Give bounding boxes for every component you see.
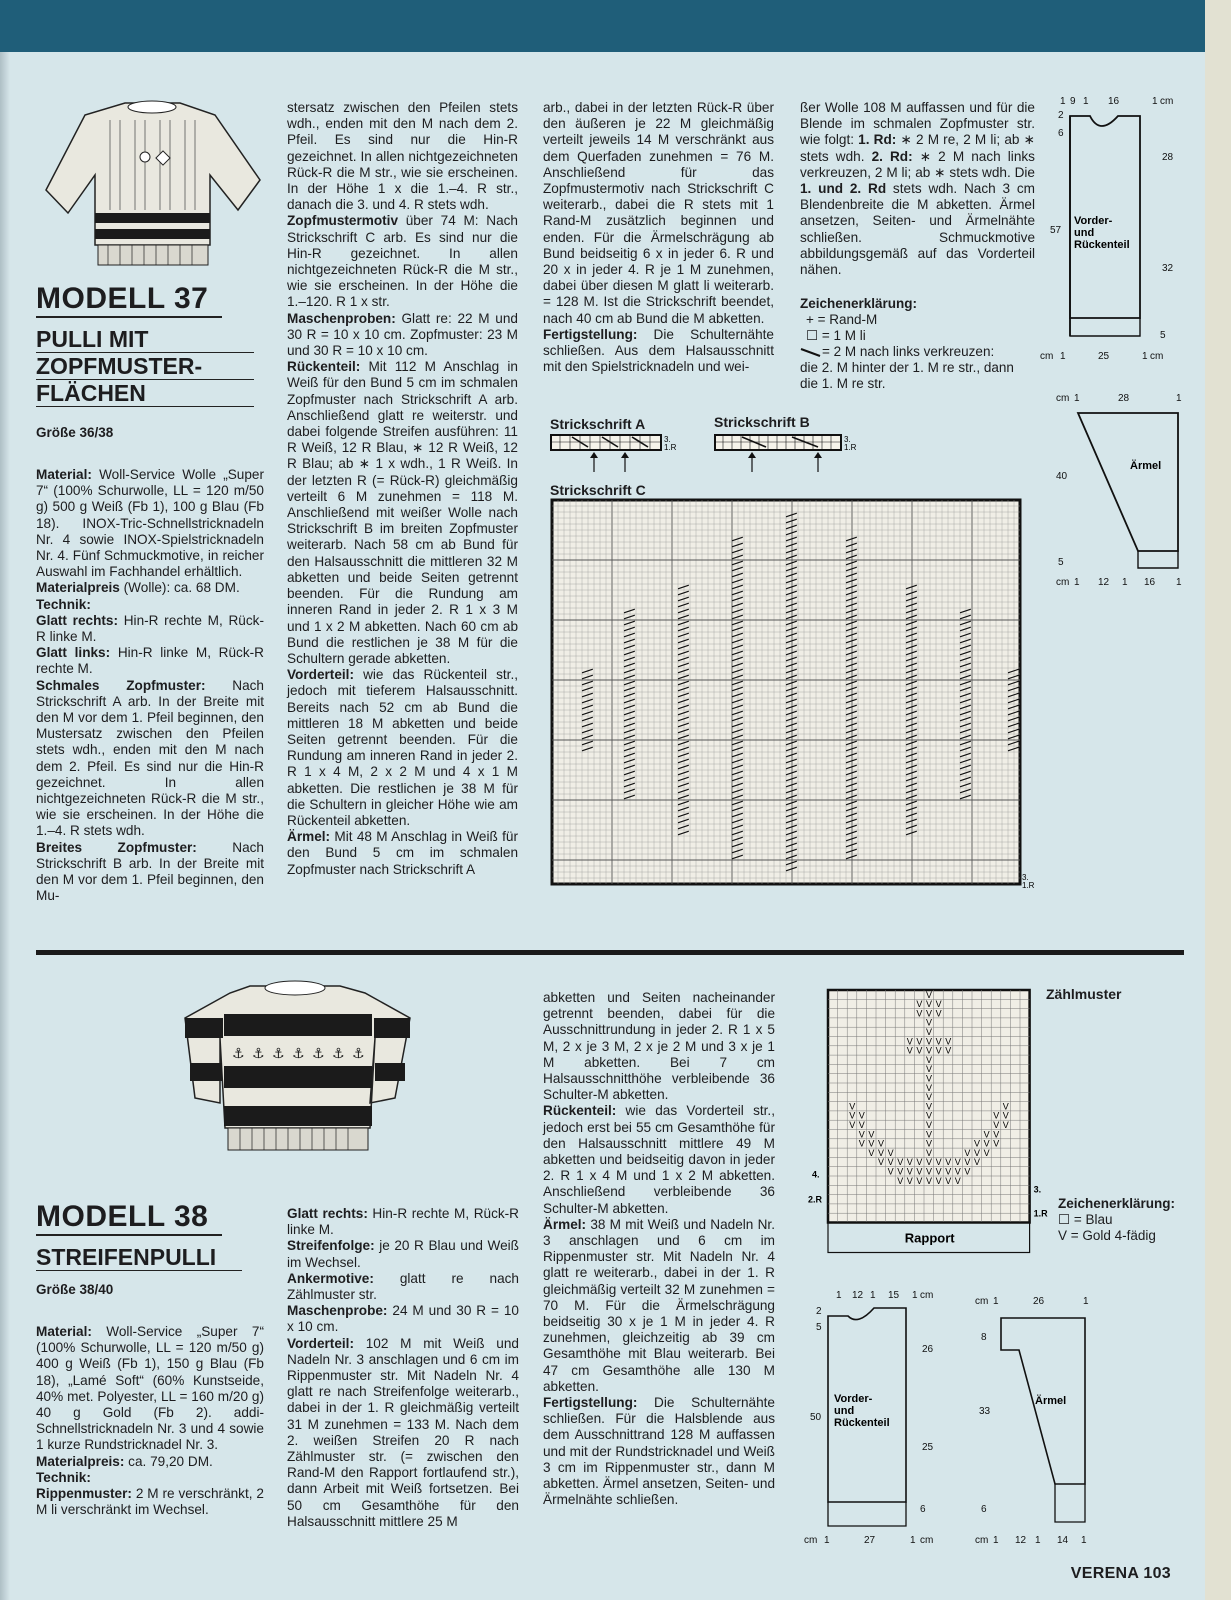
subtitle-line: PULLI MIT <box>36 326 254 353</box>
svg-text:12: 12 <box>1098 577 1110 588</box>
svg-text:1: 1 <box>910 1535 916 1546</box>
gold-stitch: V <box>849 1120 856 1130</box>
chart-c-title: Strickschrift C <box>550 482 646 498</box>
svg-text:1: 1 <box>1074 577 1080 588</box>
chart-c <box>550 498 1050 903</box>
svg-text:1: 1 <box>870 1290 876 1301</box>
paragraph: Fertigstellung: Die Schulternähte schließen. Aus dem Halsausschnitt mit den Spielstricknadeln und wei- <box>543 326 774 375</box>
gold-stitch: V <box>916 1166 923 1177</box>
paragraph: stersatz zwischen den Pfeilen stets wdh., enden mit den M nach dem 2. Pfeil. Es sind nur die Hin-R gezeichnet. In allen nichtgezeichneten Rück-R die M str., wie sie erscheinen. In der Höhe 1 x die 1.–4. R str., danach die 3. und 4. R stets wdh. <box>287 100 518 213</box>
legend-item-cross: = 2 M nach links verkreuzen: <box>800 344 1040 360</box>
model-37-title: MODELL 37 <box>36 282 222 318</box>
count-chart-title: Zählmuster <box>1046 986 1122 1002</box>
legend-title: Zeichenerklärung: <box>800 296 918 311</box>
gold-stitch: V <box>868 1138 875 1149</box>
svg-text:1: 1 <box>1083 1296 1089 1307</box>
svg-text:3.: 3. <box>1022 873 1029 882</box>
svg-text:1: 1 <box>1152 96 1158 107</box>
svg-text:28: 28 <box>1118 393 1130 404</box>
svg-text:14: 14 <box>1057 1535 1069 1546</box>
gold-stitch: V <box>887 1166 894 1177</box>
svg-text:1: 1 <box>993 1296 999 1307</box>
gold-stitch: V <box>916 1045 923 1056</box>
svg-text:25: 25 <box>1098 351 1110 362</box>
svg-text:1: 1 <box>1142 351 1148 362</box>
schematic-body-38 <box>804 1290 970 1555</box>
gold-stitch: V <box>935 1166 942 1177</box>
cross-symbol-icon <box>800 347 822 357</box>
svg-text:cm: cm <box>1056 577 1070 588</box>
gold-stitch: V <box>878 1138 885 1149</box>
paragraph: Ärmel: 38 M mit Weiß und Nadeln Nr. 3 anschlagen und 6 cm im Rippenmuster str. Mit Nadeln Nr. 4 glatt re weiterarb., dabei in der 1. R gleichmäßig verteilt 32 M zunehmen = 70 M. Für die Ärmelschrägung beidseitig 30 x je 1 M in jeder 4. R zunehmen, gleichzeitig ab 39 cm Gesamthöhe mit Blau weiterarb. Bei 47 cm Gesamthöhe alle 130 M abketten. <box>543 1216 775 1394</box>
gold-stitch: V <box>1002 1110 1009 1121</box>
legend-title: Zeichenerklärung: <box>1058 1196 1176 1211</box>
paragraph: Glatt rechts: Hin-R rechte M, Rück-R linke M. <box>36 612 264 645</box>
model-37-column-3 <box>543 100 774 375</box>
svg-text:3.: 3. <box>664 435 671 444</box>
paragraph: Schmales Zopfmuster: Nach Strickschrift A arb. In der Breite mit den M vor dem 1. Pfeil beginnen, den Mustersatz zwischen den Pfeilen stets wdh., enden mit den M nach dem 2. Pfeil. Es sind nur die Hin-R gezeichnet. In allen nichtgezeichneten Rück-R die M str., wie sie erscheinen. In der Höhe die 1.–4. R stets wdh. <box>36 677 264 839</box>
gold-stitch: V <box>878 1157 885 1168</box>
model-38-size: Größe 38/40 <box>36 1282 114 1297</box>
gold-stitch: V <box>926 989 933 1000</box>
gold-stitch: V <box>935 1045 942 1056</box>
svg-text:57: 57 <box>1050 225 1062 236</box>
svg-text:2: 2 <box>1058 110 1064 121</box>
gold-stitch: V <box>926 1166 933 1177</box>
gold-stitch: V <box>926 1110 933 1121</box>
paragraph: Glatt links: Hin-R linke M, Rück-R rechte M. <box>36 645 264 677</box>
gold-stitch: V <box>858 1129 865 1140</box>
svg-text:1: 1 <box>912 1290 918 1301</box>
gold-stitch: V <box>926 999 933 1010</box>
legend-item-gold: V = Gold 4-fädig <box>1058 1228 1156 1243</box>
svg-text:⚓: ⚓ <box>272 1046 285 1062</box>
paragraph: Glatt rechts: Hin-R rechte M, Rück-R linke M. <box>287 1206 520 1238</box>
svg-text:28: 28 <box>1162 152 1174 163</box>
svg-text:cm: cm <box>975 1535 989 1546</box>
chart-b-title: Strickschrift B <box>714 414 810 430</box>
model-37-column-2 <box>287 100 518 878</box>
svg-text:und: und <box>1074 227 1095 239</box>
gold-stitch: V <box>935 1008 942 1019</box>
paragraph: Breites Zopfmuster: Nach Strickschrift B arb. In der Breite mit den M vor dem 1. Pfeil beginnen, den Mu- <box>36 839 264 904</box>
gold-stitch: V <box>945 1036 952 1047</box>
svg-text:Ärmel: Ärmel <box>1130 460 1162 472</box>
svg-text:⚓: ⚓ <box>312 1046 325 1062</box>
gold-stitch: V <box>916 1036 923 1047</box>
svg-text:cm: cm <box>1056 393 1070 404</box>
gold-stitch: V <box>935 1175 942 1186</box>
page-edge <box>1205 0 1231 1600</box>
svg-text:1: 1 <box>1176 577 1182 588</box>
svg-text:12: 12 <box>1015 1535 1027 1546</box>
gold-stitch: V <box>916 999 923 1010</box>
subtitle-line: ZOPFMUSTER- <box>36 353 254 380</box>
paragraph: abketten und Seiten nacheinander getrennt beenden, dabei für die Ausschnittrundung in jeder 2. R 1 x 5 M, 2 x je 3 M, 2 x je 2 M und 3 x je 1 M abketten. Bei 7 cm Halsausschnitthöhe verbleibende 36 Schulter-M abketten. <box>543 990 775 1103</box>
svg-text:1: 1 <box>836 1290 842 1301</box>
paragraph: Streifenfolge: je 20 R Blau und Weiß im Wechsel. <box>287 1238 519 1270</box>
legend-item-rand: + = Rand-M <box>806 312 878 327</box>
gold-stitch: V <box>993 1120 1000 1130</box>
subtitle-line: FLÄCHEN <box>36 380 254 407</box>
gold-stitch: V <box>945 1157 952 1168</box>
svg-text:1: 1 <box>1083 96 1089 107</box>
paragraph: Materialpreis: ca. 79,20 DM. <box>36 1453 213 1469</box>
gold-stitch: V <box>983 1138 990 1149</box>
gold-stitch: V <box>878 1147 885 1158</box>
gold-stitch: V <box>993 1138 1000 1149</box>
svg-text:1.R: 1.R <box>664 443 677 452</box>
paragraph: arb., dabei in der letzten Rück-R über den äußeren je 22 M gleichmäßig verteilt jeweils 14 M verschränkt aus dem Querfaden zunehmen = 76 M. Anschließend für das Zopfmustermotiv nach Strickschrift C weiterarb., dabei die R stets mit 1 Rand-M zusätzlich beginnen und enden. Für die Ärmelschrägung ab Bund beidseitig 6 x in jeder 6. R und 20 x in jeder 4. R je 1 M zunehmen, dabei über diesen M glatt li weiterarb. = 128 M. Ist die Strickschrift beendet, nach 40 cm ab Bund die M abketten. <box>543 100 774 326</box>
svg-text:6: 6 <box>920 1504 926 1515</box>
svg-text:cm: cm <box>975 1296 989 1307</box>
gold-stitch: V <box>935 999 942 1010</box>
count-chart <box>808 986 1048 1271</box>
svg-text:2.R: 2.R <box>808 1194 823 1205</box>
schematic-sleeve-37 <box>1050 393 1200 593</box>
gold-stitch: V <box>916 1175 923 1186</box>
paragraph: 1. Rd: ∗ 2 M re, 2 M li; ab ∗ stets wdh. <box>800 132 1036 164</box>
svg-text:16: 16 <box>1108 96 1120 107</box>
gold-stitch: V <box>926 1036 933 1047</box>
svg-text:⚓: ⚓ <box>332 1046 345 1062</box>
gold-stitch: V <box>983 1129 990 1140</box>
gold-stitch: V <box>926 1092 933 1103</box>
page-footer: VERENA 103 <box>1070 1565 1171 1582</box>
gold-stitch: V <box>935 1157 942 1168</box>
gold-stitch: V <box>974 1138 981 1149</box>
svg-text:⚓: ⚓ <box>292 1046 305 1062</box>
sweater-illustration-38 <box>180 978 420 1168</box>
svg-text:27: 27 <box>864 1535 876 1546</box>
gold-stitch: V <box>926 1045 933 1056</box>
svg-text:⚓: ⚓ <box>252 1046 265 1062</box>
gold-stitch: V <box>887 1147 894 1158</box>
svg-text:12: 12 <box>852 1290 864 1301</box>
svg-text:1: 1 <box>1176 393 1182 404</box>
svg-text:5: 5 <box>1058 557 1064 568</box>
gold-stitch: V <box>926 1101 933 1112</box>
svg-text:5: 5 <box>816 1322 822 1333</box>
paragraph: Zopfmustermotiv über 74 M: Nach Strickschrift C arb. Es sind nur die Hin-R gezeichnet. In allen nichtgezeichneten Rück-R die M str., wie sie erscheinen. In der Höhe die 1.–120. R 1 x str. <box>287 213 518 310</box>
model-37-size: Größe 36/38 <box>36 425 114 440</box>
legend-item-blue: ☐ = Blau <box>1058 1212 1113 1227</box>
svg-text:1: 1 <box>1035 1535 1041 1546</box>
svg-text:⚓: ⚓ <box>352 1046 365 1062</box>
svg-text:50: 50 <box>810 1412 822 1423</box>
legend-item-li: ☐ = 1 M li <box>806 328 866 343</box>
gold-stitch: V <box>926 1175 933 1186</box>
gold-stitch: V <box>935 1036 942 1047</box>
gold-stitch: V <box>916 1157 923 1168</box>
paragraph: Fertigstellung: Die Schulternähte schließen. Für die Halsblende aus dem Ausschnittrand 128 M auffassen und mit der Rundstricknadel und Weiß 3 cm im Rippenmuster str., dann M abketten. Ärmel ansetzen, Seiten- und Ärmelnähte schließen. <box>543 1395 775 1508</box>
schematic-body-37 <box>1040 96 1200 371</box>
gold-stitch: V <box>1002 1101 1009 1112</box>
gold-stitch: V <box>964 1147 971 1158</box>
paragraph: Vorderteil: wie das Rückenteil str., jedoch mit tieferem Halsausschnitt. Bereits nach 52 cm ab Bund die mittleren 18 M abketten und beide Seiten getrennt beenden. Für die Rundung am inneren Rand in jeder 2. R 1 x 4 M, 2 x 2 M und 4 x 1 M abketten. Die restlichen je 38 M für die Schultern in gleicher Höhe wie am Rückenteil abketten. <box>287 667 518 828</box>
svg-text:cm: cm <box>1160 96 1174 107</box>
gold-stitch: V <box>926 1147 933 1158</box>
gold-stitch: V <box>926 1073 933 1084</box>
svg-text:40: 40 <box>1056 471 1068 482</box>
gold-stitch: V <box>897 1157 904 1168</box>
svg-text:3.: 3. <box>1033 1184 1042 1195</box>
paragraph: Vorderteil: 102 M mit Weiß und Nadeln Nr. 3 anschlagen und 6 cm im Rippenmuster str. Mit Nadeln Nr. 4 glatt re nach Streifenfolge weiterarb., dabei in der 1. R gleichmäßig verteilt 31 M zunehmen = 133 M. Nach dem 2. weißen Streifen 20 R nach Zählmuster str. (= zwischen den Rand-M den Rapport fortlaufend str.), dann Arbeit mit Weiß fortsetzen. Bei 50 cm Gesamthöhe für den Halsausschnitt mittlere 25 M <box>287 1335 519 1529</box>
model-38-title: MODELL 38 <box>36 1200 222 1236</box>
gold-stitch: V <box>858 1138 865 1149</box>
svg-text:und: und <box>834 1405 855 1417</box>
model-38-legend <box>1058 1196 1198 1244</box>
gold-stitch: V <box>926 1138 933 1149</box>
gold-stitch: V <box>858 1110 865 1121</box>
gold-stitch: V <box>926 1064 933 1075</box>
schematic-sleeve-38 <box>975 1296 1105 1546</box>
gold-stitch: V <box>964 1166 971 1177</box>
model-37-legend <box>800 296 1040 392</box>
svg-text:1: 1 <box>1060 351 1066 362</box>
gold-stitch: V <box>906 1045 913 1056</box>
gold-stitch: V <box>926 1017 933 1028</box>
svg-text:1: 1 <box>824 1535 830 1546</box>
svg-text:cm: cm <box>920 1290 934 1301</box>
chart-b <box>714 432 864 477</box>
legend-item-cross-detail: die 1. M re str. <box>800 376 886 391</box>
svg-text:1: 1 <box>1074 393 1080 404</box>
paragraph: Ankermotive: glatt re nach Zählmuster str. <box>287 1270 519 1303</box>
gold-stitch: V <box>983 1147 990 1158</box>
svg-text:5: 5 <box>1160 330 1166 341</box>
paragraph: Rippenmuster: 2 M re verschränkt, 2 M li verschränkt im Wechsel. <box>36 1486 264 1518</box>
model-38-column-2 <box>287 1206 519 1530</box>
paragraph: Material: Woll-Service Wolle „Super 7“ (100% Schurwolle, LL = 120 m/50 g) 500 g Weiß (Fb 1), 100 g Blau (Fb 18). INOX-Tric-Schnellstricknadeln Nr. 4 sowie INOX-Spielstricknadeln Nr. 4. Fünf Schmuckmotive, in reicher Auswahl im Fachhandel erhältlich. <box>36 467 264 580</box>
svg-text:33: 33 <box>979 1406 991 1417</box>
gold-stitch: V <box>945 1166 952 1177</box>
svg-text:32: 32 <box>1162 263 1174 274</box>
gold-stitch: V <box>858 1120 865 1130</box>
gold-stitch: V <box>954 1175 961 1186</box>
model-37-column-1 <box>36 467 264 904</box>
svg-text:3.: 3. <box>844 435 851 444</box>
gold-stitch: V <box>945 1175 952 1186</box>
model-37-subtitle <box>36 326 254 407</box>
sweater-illustration-37 <box>40 95 270 280</box>
paragraph: Technik: <box>36 1469 91 1485</box>
gold-stitch: V <box>906 1036 913 1047</box>
svg-text:1: 1 <box>1122 577 1128 588</box>
gold-stitch: V <box>926 1008 933 1019</box>
paragraph: 2. Rd: ∗ 2 M nach links verkreuzen, 2 M li; ab ∗ stets wdh. Die <box>800 148 1035 180</box>
rapport-label: Rapport <box>904 1230 955 1246</box>
model-37-column-4 <box>800 100 1035 278</box>
legend-item-cross-detail: die 2. M hinter der 1. M re str., dann <box>800 360 1014 375</box>
svg-text:26: 26 <box>922 1344 934 1355</box>
gold-stitch: V <box>849 1101 856 1112</box>
svg-text:6: 6 <box>1058 128 1064 139</box>
svg-text:4.: 4. <box>812 1169 820 1180</box>
gold-stitch: V <box>993 1129 1000 1140</box>
svg-text:Vorder-: Vorder- <box>1074 215 1113 227</box>
svg-text:cm: cm <box>1040 351 1054 362</box>
svg-text:Vorder-: Vorder- <box>834 1393 873 1405</box>
svg-text:6: 6 <box>981 1504 987 1515</box>
svg-text:9: 9 <box>1070 96 1076 107</box>
svg-text:Rückenteil: Rückenteil <box>1074 239 1130 251</box>
svg-text:Ärmel: Ärmel <box>1035 1395 1067 1407</box>
paragraph: Technik: <box>36 596 91 612</box>
svg-text:8: 8 <box>981 1332 987 1343</box>
svg-text:26: 26 <box>1033 1296 1045 1307</box>
gold-stitch: V <box>954 1157 961 1168</box>
svg-text:15: 15 <box>888 1290 900 1301</box>
svg-text:Rückenteil: Rückenteil <box>834 1417 890 1429</box>
gold-stitch: V <box>897 1166 904 1177</box>
svg-text:25: 25 <box>922 1442 934 1453</box>
section-divider <box>36 950 1184 955</box>
chart-a <box>550 432 680 477</box>
gold-stitch: V <box>887 1157 894 1168</box>
gold-stitch: V <box>916 1008 923 1019</box>
paragraph: Materialpreis (Wolle): ca. 68 DM. <box>36 580 240 596</box>
paragraph: Ärmel: Mit 48 M Anschlag in Weiß für den Bund 5 cm im schmalen Zopfmuster nach Strickschrift A <box>287 829 518 877</box>
chart-a-title: Strickschrift A <box>550 416 646 432</box>
svg-text:cm: cm <box>920 1535 934 1546</box>
paragraph: Material: Woll-Service „Super 7“ (100% Schurwolle, LL = 120 m/50 g) 400 g Weiß (Fb 1), 150 g Blau (Fb 18), „Lamé Soft“ (60% Kunstseide, 40% met. Polyester, LL = 160 m/20 g) 40 g Gold (Fb 2). addi-Schnellstricknadeln Nr. 3 und 4 sowie 1 kurze Rundstricknadel Nr. 3. <box>36 1324 264 1453</box>
svg-text:2: 2 <box>816 1306 822 1317</box>
gold-stitch: V <box>974 1147 981 1158</box>
paragraph: Maschenprobe: 24 M und 30 R = 10 x 10 cm. <box>287 1303 519 1335</box>
svg-text:cm: cm <box>804 1535 818 1546</box>
gold-stitch: V <box>926 1120 933 1130</box>
gold-stitch: V <box>926 1157 933 1168</box>
gold-stitch: V <box>906 1166 913 1177</box>
svg-text:⚓: ⚓ <box>232 1046 245 1062</box>
gold-stitch: V <box>868 1147 875 1158</box>
paragraph: 1. und 2. Rd stets wdh. Nach 3 cm Blendenbreite die M abketten. Ärmel ansetzen, Seiten- und Ärmelnähte schließen. Schmuckmotive abbildungsgemäß auf das Vorderteil nähen. <box>800 181 1035 278</box>
binding-shadow <box>0 52 10 1600</box>
svg-text:cm: cm <box>1150 351 1164 362</box>
gold-stitch: V <box>926 1129 933 1140</box>
gold-stitch: V <box>897 1175 904 1186</box>
model-38-subtitle: STREIFENPULLI <box>36 1244 242 1271</box>
gold-stitch: V <box>926 1054 933 1065</box>
svg-text:1.R: 1.R <box>1033 1208 1048 1219</box>
gold-stitch: V <box>906 1175 913 1186</box>
paragraph: Rückenteil: wie das Vorderteil str., jedoch erst bei 55 cm Gesamthöhe für den Halsausschnitt mittlere 49 M abketten und beidseitig davon in jeder 2. R 1 x 4 M und 1 x 2 M abketten. Anschließend verbleibende 36 Schulter-M abketten. <box>543 1103 775 1216</box>
gold-stitch: V <box>974 1157 981 1168</box>
gold-stitch: V <box>868 1129 875 1140</box>
top-color-band <box>0 0 1231 52</box>
gold-stitch: V <box>926 1082 933 1093</box>
gold-stitch: V <box>945 1045 952 1056</box>
gold-stitch: V <box>1002 1120 1009 1130</box>
paragraph: Rückenteil: Mit 112 M Anschlag in Weiß für den Bund 5 cm im schmalen Zopfmuster nach Strickschrift A arb. Anschließend glatt re weiterstr. und dabei folgende Streifen ausführen: 11 R Weiß, 12 R Blau, ∗ 12 R Weiß, 12 R Blau; ab ∗ 1 x wdh., 1 R Weiß. In der letzten R (= Rück-R) gleichmäßig verteilt 6 M zunehmen = 118 M. Anschließend mit weißer Wolle nach Strickschrift B im breiten Zopfmuster weiterarb. Nach 58 cm ab Bund für den Halsausschnitt die mittleren 32 M abketten und beide Seiten getrennt beenden. Für die Rundung am inneren Rand in jeder 2. R 1 x 3 M und 1 x 2 M abketten. Nach 60 cm ab Bund die restlichen je 38 M für die Schultern gerade abketten. <box>287 359 518 666</box>
svg-text:16: 16 <box>1144 577 1156 588</box>
gold-stitch: V <box>993 1110 1000 1121</box>
gold-stitch: V <box>926 1027 933 1037</box>
svg-text:1: 1 <box>1060 96 1066 107</box>
svg-text:1.R: 1.R <box>1022 881 1035 890</box>
gold-stitch: V <box>954 1166 961 1177</box>
model-38-column-1 <box>36 1324 264 1518</box>
gold-stitch: V <box>849 1110 856 1121</box>
paragraph: ßer Wolle 108 M auffassen und für die Blende im schmalen Zopfmuster str. wie folgt: <box>800 100 1035 148</box>
gold-stitch: V <box>906 1157 913 1168</box>
model-38-column-3 <box>543 990 775 1509</box>
paragraph: Maschenproben: Glatt re: 22 M und 30 R = 10 x 10 cm. Zopfmuster: 23 M und 30 R = 10 x 10 cm. <box>287 310 518 359</box>
gold-stitch: V <box>964 1157 971 1168</box>
svg-text:1: 1 <box>993 1535 999 1546</box>
svg-text:1: 1 <box>1081 1535 1087 1546</box>
svg-text:1.R: 1.R <box>844 443 857 452</box>
